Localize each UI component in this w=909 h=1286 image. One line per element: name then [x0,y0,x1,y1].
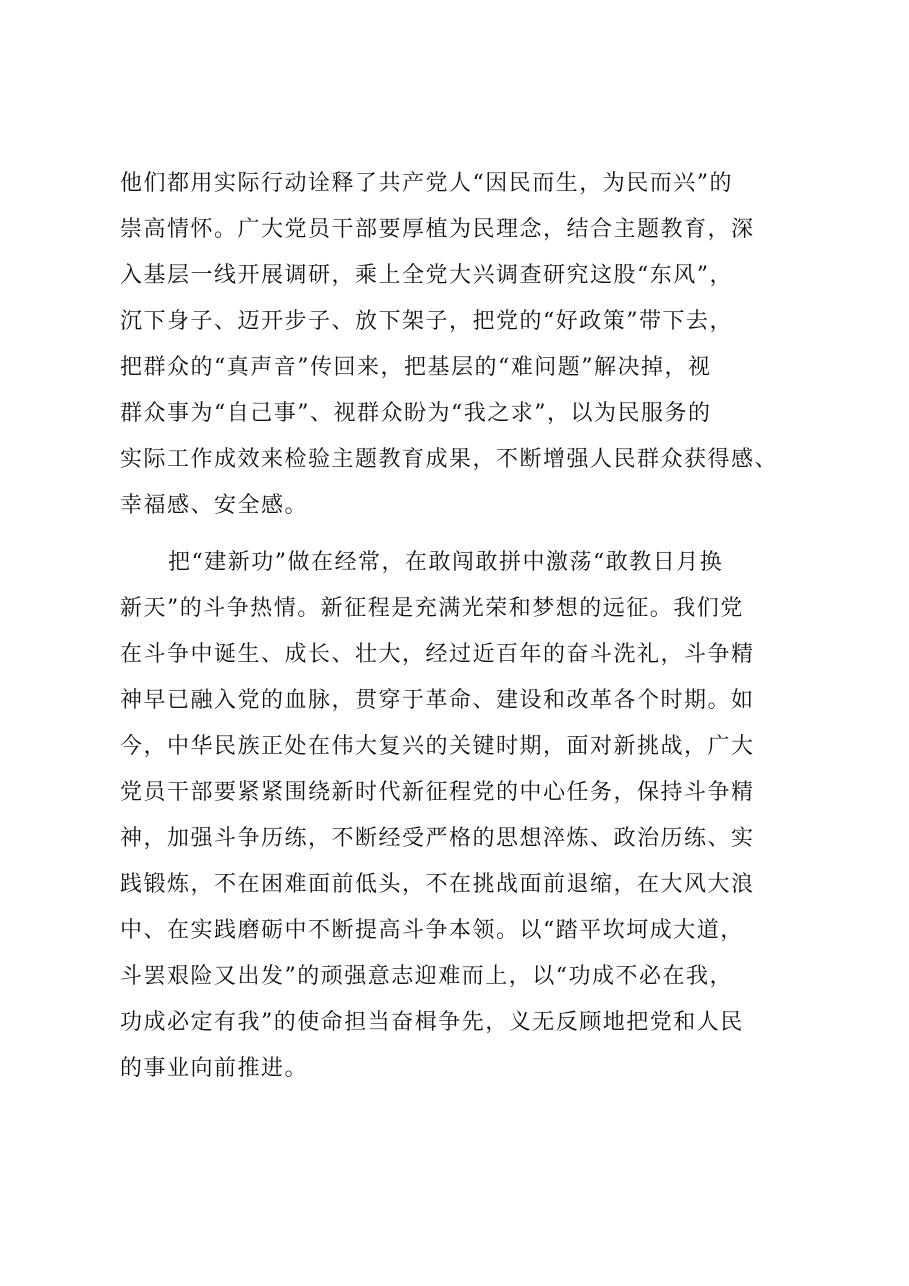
text-line: 入基层一线开展调研，乘上全党大兴调查研究这股“东风”， [120,263,733,288]
text-line: 斗罢艰险又出发”的顽强意志迎难而上，以“功成不必在我， [120,964,733,989]
text-line: 神，加强斗争历练，不断经受严格的思想淬炼、政治历练、实 [120,826,755,851]
text-line: 神早已融入党的血脉，贯穿于革命、建设和改革各个时期。如 [120,688,755,713]
text-line: 幸福感、安全感。 [120,493,309,518]
text-line: 把群众的“真声音”传回来，把基层的“难问题”解决掉，视 [120,355,712,380]
text-line: 今，中华民族正处在伟大复兴的关键时期，面对新挑战，广大 [120,734,755,759]
text-line: 功成必定有我”的使命担当奋楫争先，义无反顾地把党和人民 [120,1010,744,1035]
text-line: 崇高情怀。广大党员干部要厚植为民理念，结合主题教育，深 [120,217,755,242]
text-line: 践锻炼，不在困难面前低头，不在挑战面前退缩，在大风大浪 [120,872,755,897]
text-line: 党员干部要紧紧围绕新时代新征程党的中心任务，保持斗争精 [120,780,755,805]
text-line: 把“建新功”做在经常，在敢闯敢拼中激荡“敢教日月换 [168,550,724,575]
text-line: 他们都用实际行动诠释了共产党人“因民而生，为民而兴”的 [120,171,733,196]
text-line: 中、在实践磨砺中不断提高斗争本领。以“踏平坎坷成大道， [120,918,744,943]
text-line: 新天”的斗争热情。新征程是充满光荣和梦想的远征。我们党 [120,596,744,621]
text-line: 的事业向前推进。 [120,1056,309,1081]
text-line: 在斗争中诞生、成长、壮大，经过近百年的奋斗洗礼，斗争精 [120,642,755,667]
text-line: 实际工作成效来检验主题教育成果，不断增强人民群众获得感、 [120,447,779,472]
text-line: 群众事为“自己事”、视群众盼为“我之求”，以为民服务的 [120,401,712,426]
text-line: 沉下身子、迈开步子、放下架子，把党的“好政策”带下去， [120,309,733,334]
